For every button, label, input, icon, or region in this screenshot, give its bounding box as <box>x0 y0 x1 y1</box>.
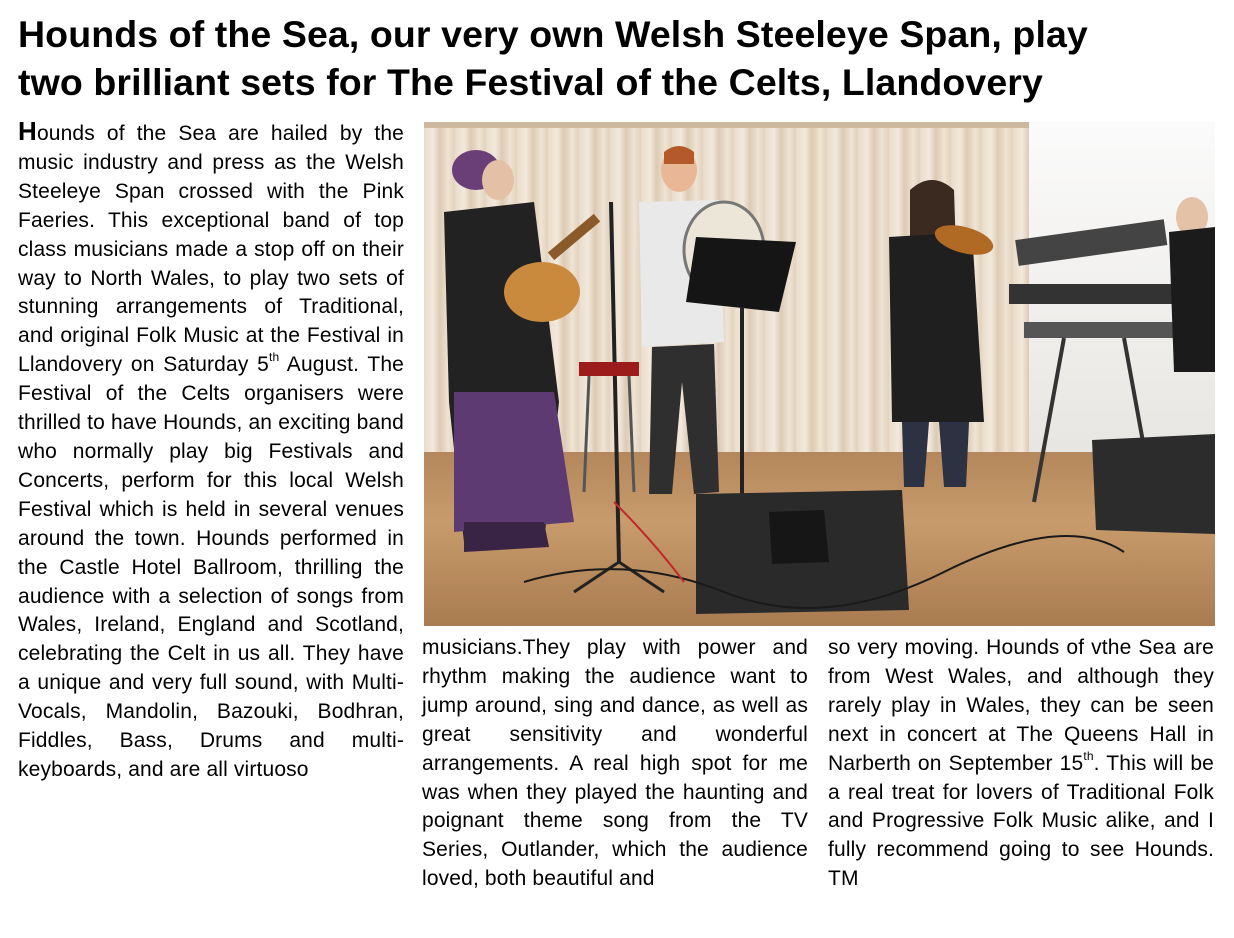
col1-line: the Welsh Steeleye Span crossed <box>18 150 404 203</box>
col2-line: real high spot for me was when <box>422 751 808 804</box>
col1-line: sets of stunning arrangements of <box>18 266 404 319</box>
col1-line: musicians made a stop off on their <box>73 237 404 261</box>
bodhran-player-figure <box>639 146 764 494</box>
col3-line: so very moving. Hounds of vthe <box>828 636 1132 659</box>
col1-line: way to North Wales, to play two <box>18 266 331 290</box>
article-column-2 <box>422 634 808 894</box>
col1-line: big Festivals and Concerts, <box>18 439 404 492</box>
col1-line: were thrilled to have Hounds, an <box>18 382 404 435</box>
col1-line: the music industry and press as <box>18 122 404 174</box>
col1-line: Festival which is held in several <box>18 497 328 521</box>
col1-line: very full sound, with Multi-Vocals, <box>18 671 404 724</box>
col2-line: audience loved, both beautiful and <box>422 838 808 891</box>
superscript-th: th <box>1083 748 1094 763</box>
col1-line: ounds of the Sea are hailed by <box>36 122 363 145</box>
col3-line: September 15 <box>948 751 1084 775</box>
col1-line: Music at the Festival in Llandovery <box>18 324 404 377</box>
col1-line: exciting band who normally play <box>18 411 404 463</box>
col3-line: they can be seen next in concert <box>828 693 1214 746</box>
col3-line: treat for lovers of Traditional Folk <box>891 780 1214 804</box>
col2-line: poignant theme song from the TV <box>422 809 808 833</box>
headline-line-2: two brilliant sets for The Festival of the Celts, Llandovery <box>18 61 1043 103</box>
col1-line: with a selection of songs from <box>112 584 404 608</box>
col1-line: August. The <box>279 353 404 377</box>
col2-line: want to jump around, sing and <box>422 664 808 717</box>
col1-line: Scotland, celebrating the Celt in <box>18 613 404 666</box>
band-photo <box>424 122 1215 626</box>
col3-line: Sea are from West Wales, and <box>828 636 1214 688</box>
article-column-3 <box>828 634 1214 894</box>
col3-line: see Hounds. TM <box>828 838 1214 891</box>
col1-line: Ballroom, thrilling the audience <box>18 555 404 608</box>
col1-line: on Saturday 5 <box>130 353 269 377</box>
col1-line: keyboards, and are all virtuoso <box>18 757 309 781</box>
col3-line: and I fully recommend going to <box>828 809 1214 862</box>
col2-line: they played the haunting and <box>526 780 808 804</box>
dropcap: H <box>18 116 37 146</box>
col1-line: Fiddles, Bass, Drums and multi- <box>18 729 404 753</box>
headline-line-1: Hounds of the Sea, our very own Welsh Steeleye Span, play <box>18 13 1088 55</box>
article-column-1 <box>18 117 404 785</box>
col3-line: at The Queens Hall in Narberth on <box>828 722 1214 775</box>
col2-line: dance, as well as great sensitivity <box>422 693 808 746</box>
col1-line: us all. They have a unique and <box>18 642 404 695</box>
col3-line: and Progressive Folk Music alike, <box>828 809 1156 833</box>
superscript-th: th <box>268 350 280 365</box>
col2-line: musicians.They play with power <box>422 636 756 659</box>
col1-line: exceptional band of top class <box>18 208 404 261</box>
col2-line: Series, Outlander, which the <box>422 838 709 862</box>
col1-line: with the Pink Faeries. This <box>18 179 404 232</box>
col1-line: Traditional, and original Folk <box>18 295 405 348</box>
col1-line: performed in the Castle Hotel <box>18 526 404 579</box>
col2-line: and wonderful arrangements. A <box>422 722 808 775</box>
col1-line: Wales, Ireland, England and <box>18 613 304 637</box>
col1-line: Festival of the Celts organisers <box>18 382 344 406</box>
guitarist-figure <box>444 150 600 552</box>
col1-line: Mandolin, Bazouki, Bodhran, <box>105 700 404 724</box>
col3-line: . This will be a real <box>828 751 1214 804</box>
col1-line: perform for this local Welsh <box>121 468 404 492</box>
stage-monitor-right <box>1092 434 1215 534</box>
col1-line: venues around the town. Hounds <box>18 497 404 550</box>
col3-line: although they rarely play in Wales, <box>828 664 1214 717</box>
violinist-figure <box>889 180 996 487</box>
col2-line: and rhythm making the audience <box>422 636 808 688</box>
headline <box>18 10 1218 106</box>
performers-illustration <box>424 122 1215 626</box>
